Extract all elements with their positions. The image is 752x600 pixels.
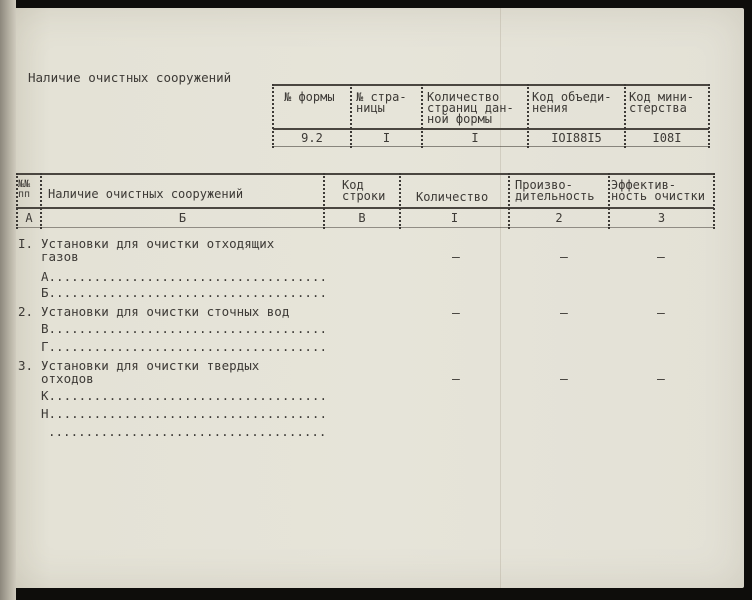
header-row-code-label: Код строки bbox=[342, 178, 386, 203]
row-number: I. bbox=[18, 236, 34, 251]
header-facilities-index: Б bbox=[178, 211, 187, 225]
row-capacity: – bbox=[560, 250, 568, 265]
header-capacity-label: Произво- дительность bbox=[515, 178, 595, 203]
row-capacity: – bbox=[560, 306, 568, 321]
document-title: Наличие очистных сооружений bbox=[28, 70, 232, 85]
header-quantity-index: I bbox=[450, 211, 459, 225]
association-code-label: Код объеди- нения bbox=[532, 90, 612, 115]
main-header-sep-6 bbox=[713, 173, 715, 229]
form-number-label: № формы bbox=[284, 90, 335, 104]
row-efficiency: – bbox=[657, 306, 665, 321]
header-capacity-index: 2 bbox=[555, 211, 563, 225]
sub-item-line: Б..................................... bbox=[41, 285, 327, 300]
header-efficiency-label: Эффектив- ность очистки bbox=[611, 178, 705, 203]
row-label: Установки для очистки отходящих газов bbox=[41, 236, 275, 264]
row-label: Установки для очистки сточных вод bbox=[41, 304, 290, 319]
header-efficiency-index: 3 bbox=[657, 211, 666, 225]
ministry-code-label: Код мини- стерства bbox=[629, 90, 695, 115]
row-quantity: – bbox=[452, 250, 460, 265]
sub-item-line: ..................................... bbox=[48, 424, 327, 439]
row-quantity: – bbox=[452, 306, 460, 321]
form-header-top-rule bbox=[273, 84, 709, 86]
sub-item-line: Г..................................... bbox=[41, 339, 327, 354]
association-code-value: IOI88I5 bbox=[551, 131, 602, 145]
row-capacity: – bbox=[560, 372, 568, 387]
ministry-code-value: I08I bbox=[652, 131, 682, 145]
sub-item-line: Н..................................... bbox=[41, 406, 327, 421]
header-quantity-label: Количество bbox=[416, 190, 489, 204]
header-num-label: №№ пп bbox=[18, 179, 31, 200]
sub-item-line: В..................................... bbox=[41, 321, 327, 336]
form-number-value: 9.2 bbox=[301, 131, 323, 145]
sub-item-line: А..................................... bbox=[41, 269, 327, 284]
page-count-label: Количество страниц дан- ной формы bbox=[427, 90, 514, 126]
page-number-value: I bbox=[382, 131, 391, 145]
page-count-value: I bbox=[471, 131, 479, 145]
row-number: 3. bbox=[18, 358, 34, 373]
header-num-index: А bbox=[25, 211, 33, 225]
row-efficiency: – bbox=[657, 372, 665, 387]
form-header-mid-rule bbox=[273, 128, 709, 130]
page-number-label: № стра- ницы bbox=[356, 90, 407, 115]
page-edge-strip bbox=[0, 0, 16, 600]
row-label: Установки для очистки твердых отходов bbox=[41, 358, 260, 386]
header-row-code-index: В bbox=[358, 211, 366, 225]
row-number: 2. bbox=[18, 304, 34, 319]
form-header-sep-5 bbox=[708, 84, 710, 148]
row-efficiency: – bbox=[657, 250, 665, 265]
form-header-bottom-rule bbox=[273, 146, 709, 147]
row-quantity: – bbox=[452, 372, 460, 387]
sub-item-line: К..................................... bbox=[41, 388, 327, 403]
header-facilities-label: Наличие очистных сооружений bbox=[48, 187, 244, 201]
